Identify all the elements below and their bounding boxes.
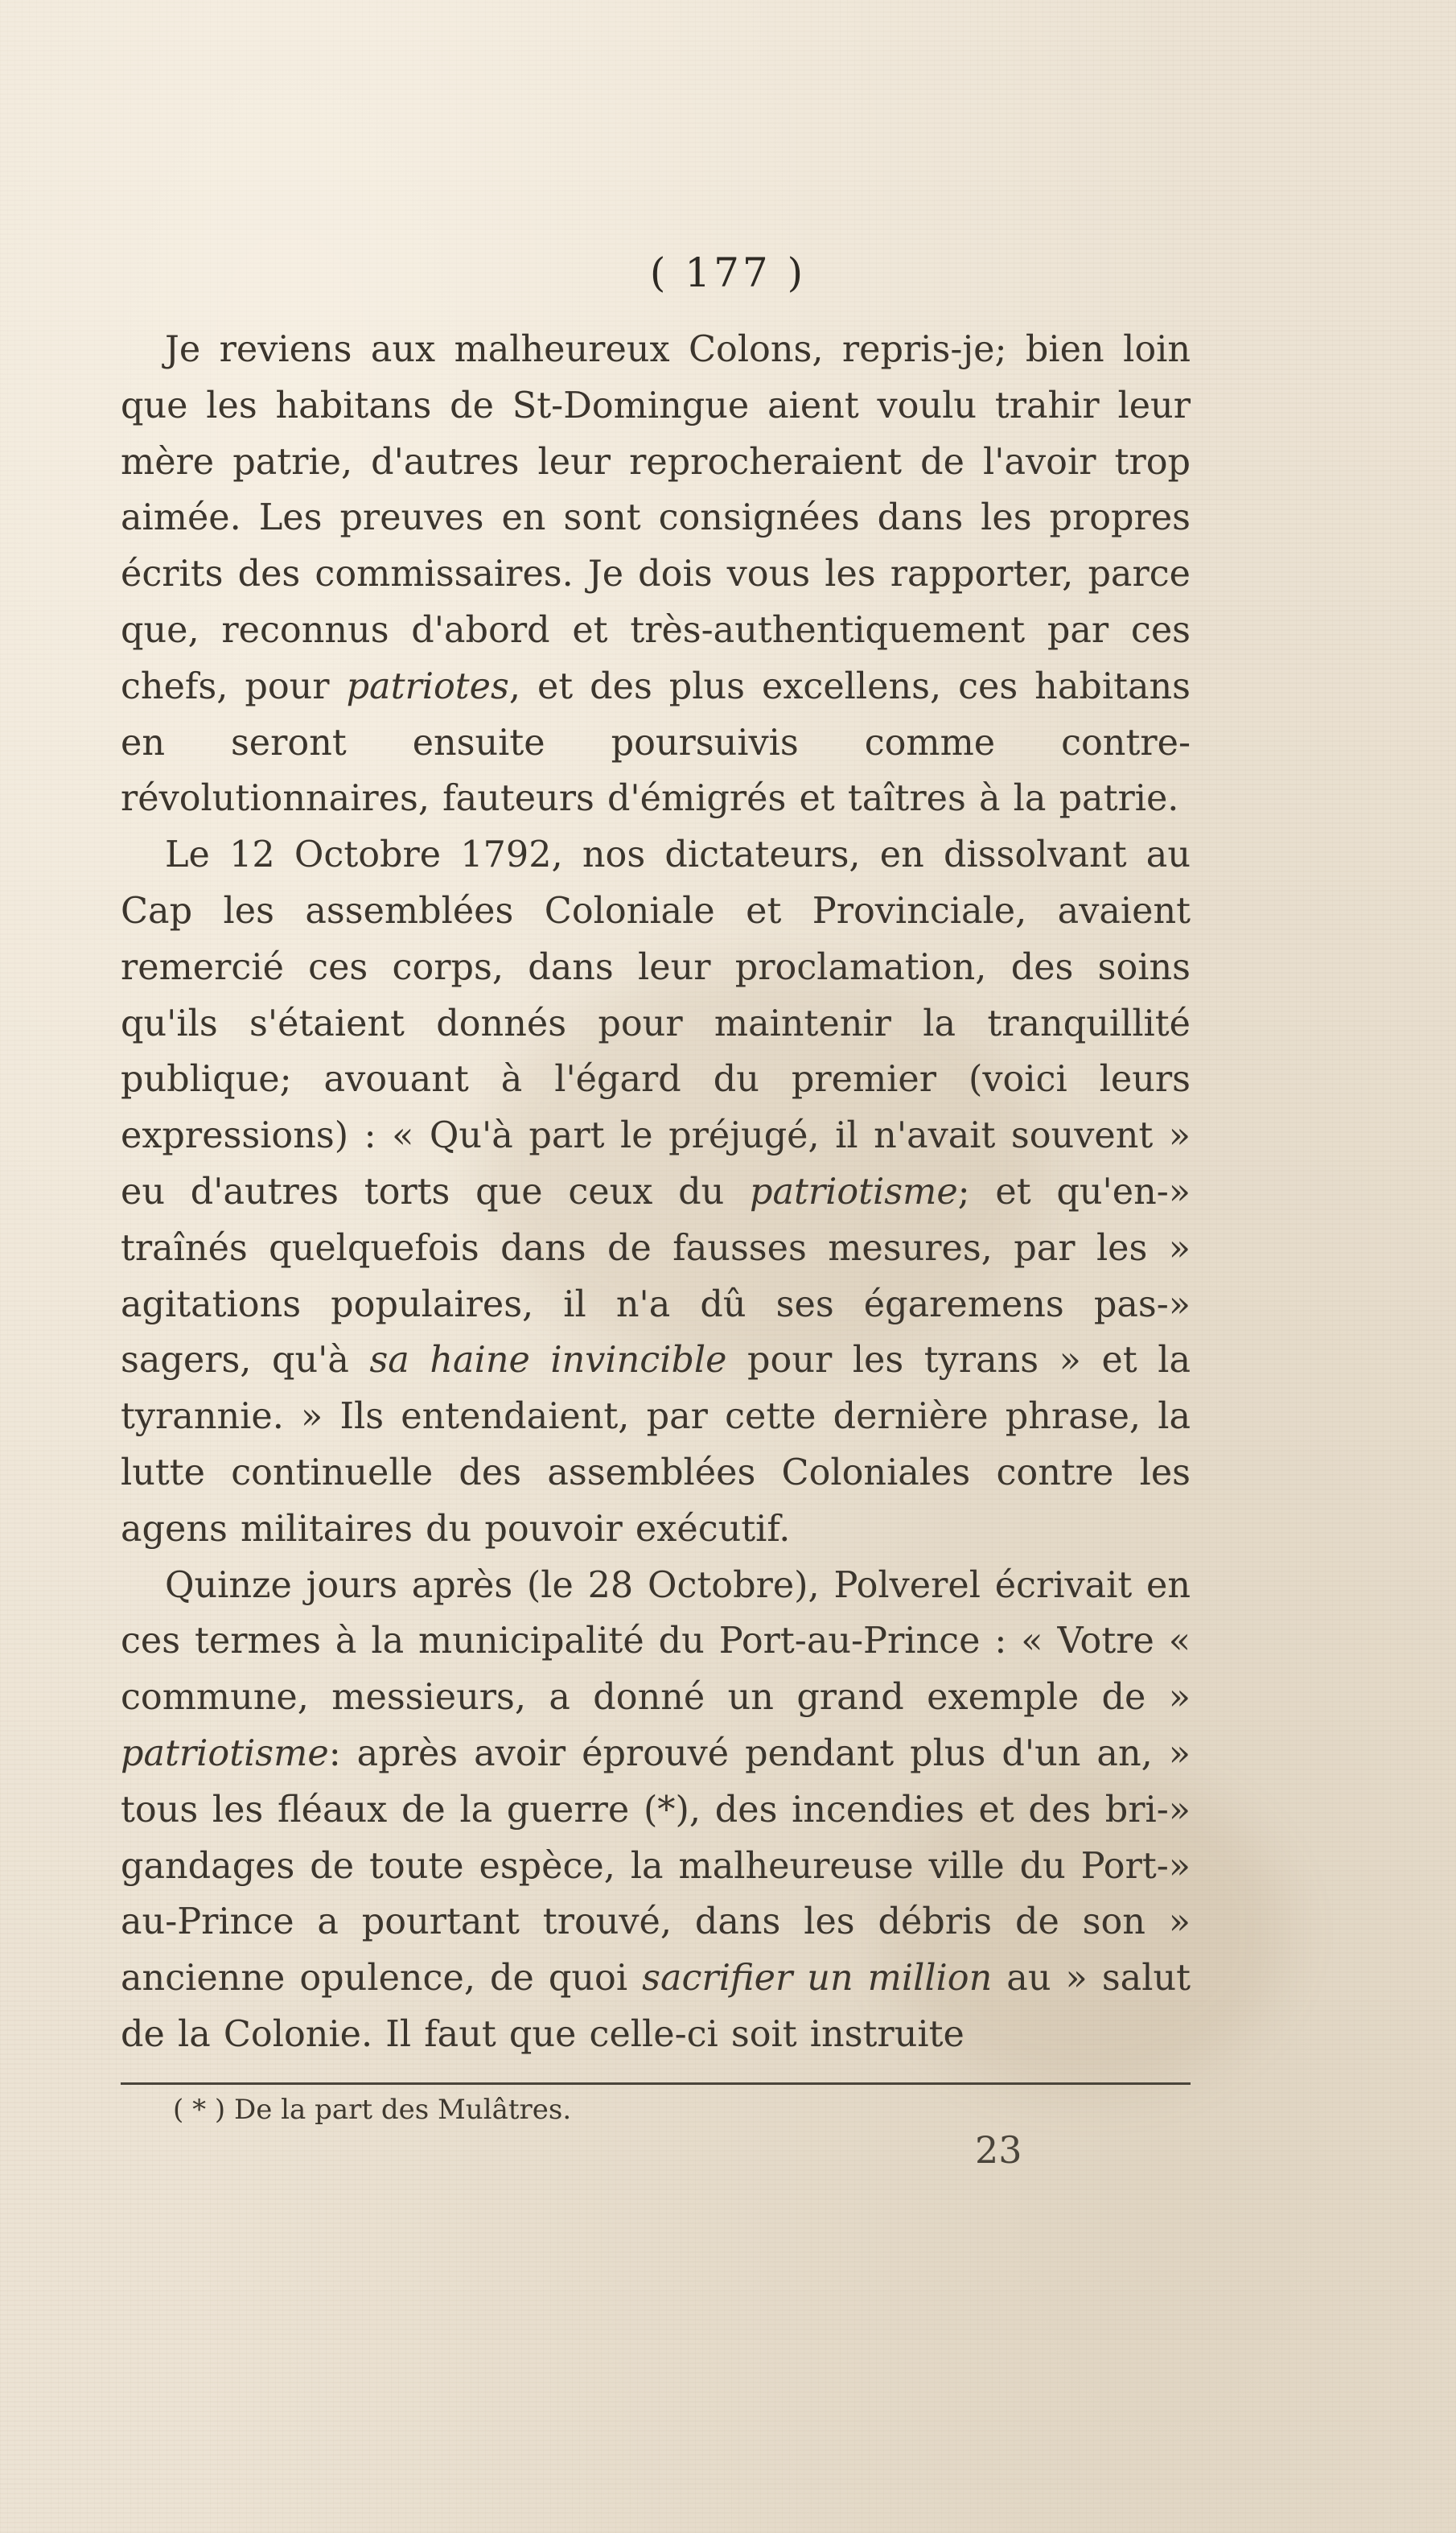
text-run: pour les tyrans » et la tyrannie. » Ils entendaient, par cette dernière phrase, la lutte continuelle des assemblées Coloniales contre les agens militaires du pouvoir exécutif. (121, 1340, 1191, 1550)
paragraph (121, 322, 1191, 827)
text-run: : après avoir éprouvé pendant plus d'un an, » tous les fléaux de la guerre (*), des incendies et des bri-» gandages de toute espèce, la malheureuse ville du Port-» au-Prince a pourtant trouvé, dans les débris de son » ancienne opulence, de quoi (121, 1732, 1191, 2000)
text-run: Je reviens aux malheureux Colons, repris-je; bien loin que les habitans de St-Domingue aient voulu trahir leur mère patrie, d'autres leur reprocheraient de l'avoir trop aimée. Les preuves en sont consignées dans les propres écrits des commissaires. Je dois vous les rapporter, parce que, reconnus d'abord et très-authentiquement par ces chefs, pour (121, 329, 1191, 707)
footnote-rule (121, 2082, 1191, 2085)
text-run: Le 12 Octobre 1792, nos dictateurs, en dissolvant au Cap les assemblées Coloniale et Provinciale, avaient remercié ces corps, dans leur proclamation, des soins qu'ils s'étaient donnés pour maintenir la tranquillité publique; avouant à l'égard du premier (voici leurs expressions) : « Qu'à part le préjugé, il n'avait souvent » eu d'autres torts que ceux du (121, 834, 1191, 1213)
italic-phrase: patriotisme (121, 1732, 329, 1774)
italic-phrase: patriotisme (749, 1171, 958, 1213)
italic-phrase: sa haine invincible (369, 1340, 727, 1382)
text-run: , et des plus excellens, ces habitans en seront ensuite poursuivis comme contre-révolutionnaires, fauteurs d'émigrés et taîtres à la patrie. (121, 665, 1191, 820)
body-text (121, 322, 1191, 2063)
text-run: au » salut de la Colonie. Il faut que celle-ci soit instruite (121, 1958, 1191, 2055)
paragraph (121, 827, 1191, 1557)
paragraph (121, 1558, 1191, 2063)
page-number: ( 177 ) (649, 249, 807, 296)
footnote: ( * ) De la part des Mulâtres. (173, 2094, 572, 2126)
signature-mark: 23 (975, 2128, 1022, 2172)
italic-phrase: patriotes (346, 665, 509, 707)
text-run: ; et qu'en-» traînés quelquefois dans de fausses mesures, par les » agitations populaires, il n'a dû ses égaremens pas-» sagers, qu'à (121, 1171, 1191, 1382)
text-run: Quinze jours après (le 28 Octobre), Polverel écrivait en ces termes à la municipalité du Port-au-Prince : « Votre « commune, messieurs, a donné un grand exemple de » (121, 1564, 1191, 1719)
italic-phrase: sacrifier un million (642, 1958, 993, 2000)
